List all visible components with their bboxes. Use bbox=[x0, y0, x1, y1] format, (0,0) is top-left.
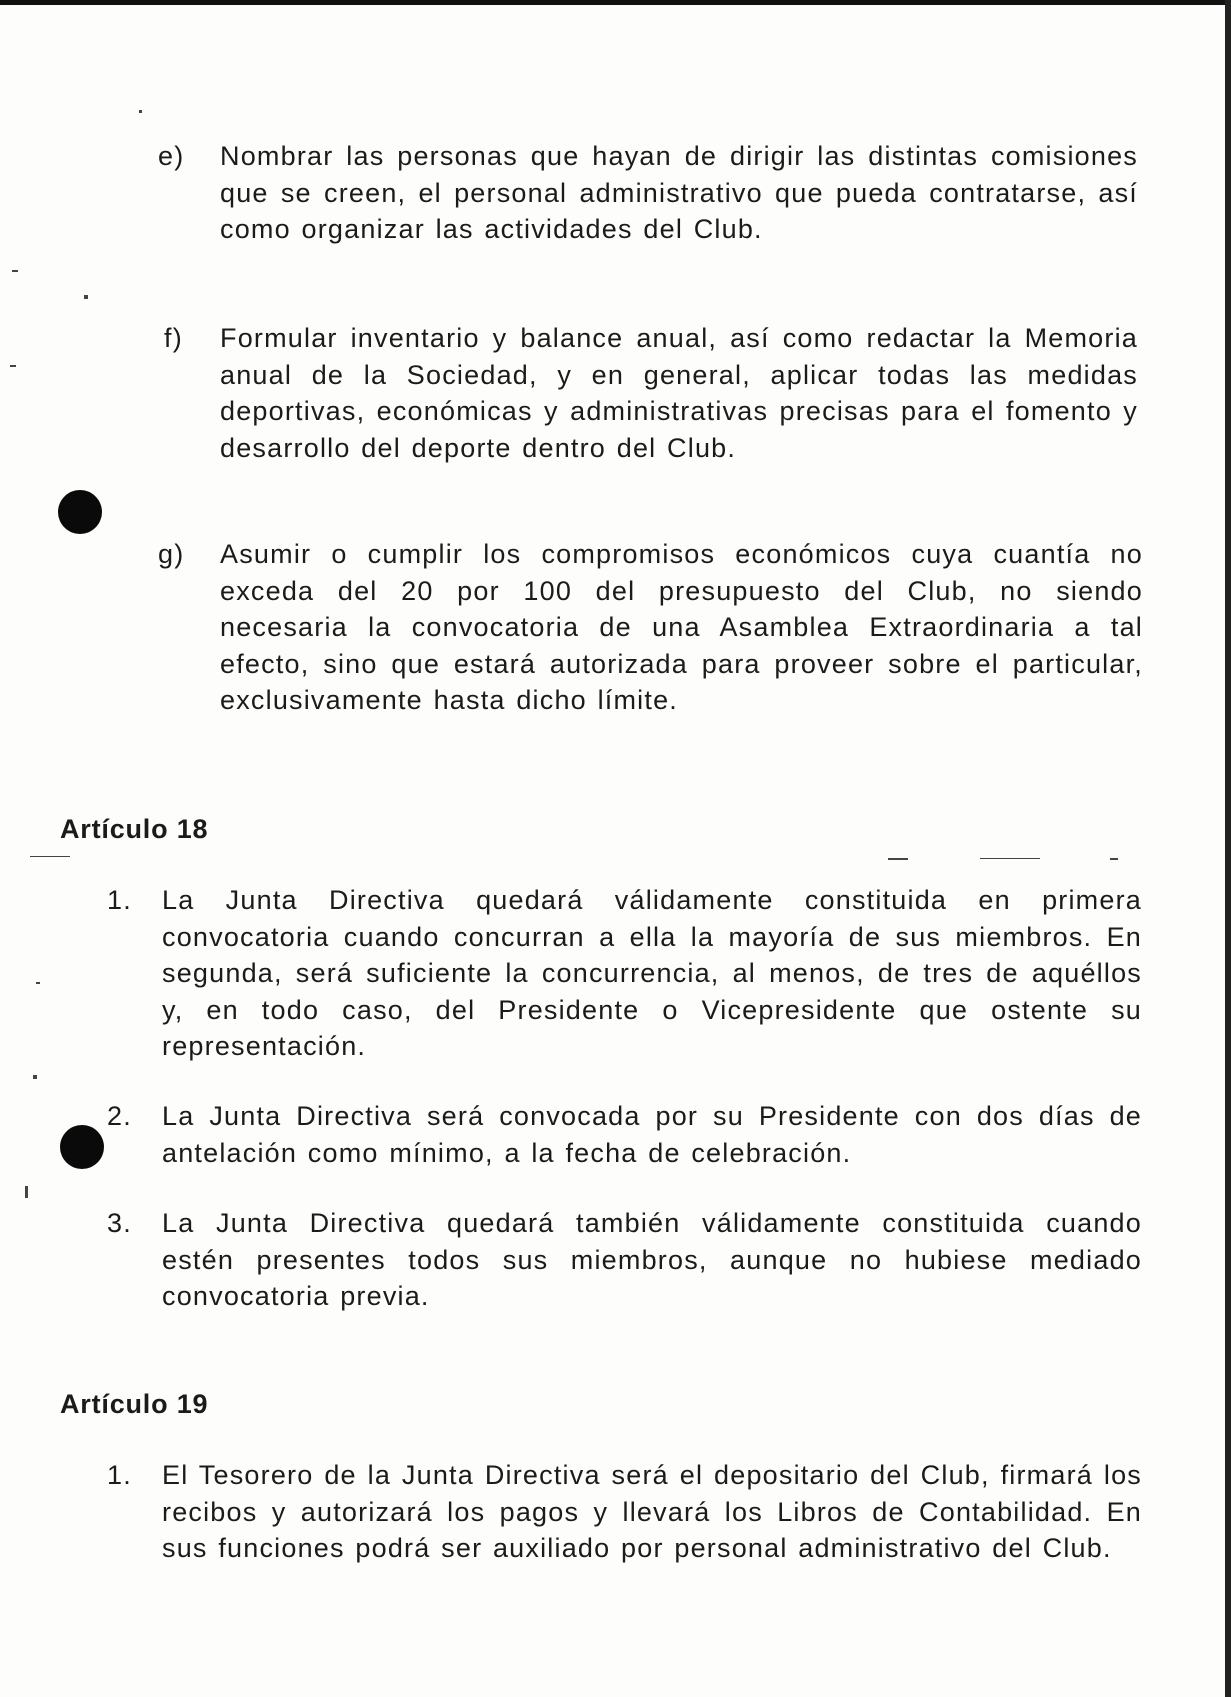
item-text: La Junta Directiva quedará también válidamente constituida cuando estén presentes todos sus miembros, aunque no hubiese mediado convocatoria previa. bbox=[162, 1208, 1142, 1311]
item-marker: 1. bbox=[107, 1460, 132, 1490]
scan-speck bbox=[36, 982, 40, 984]
scan-speck bbox=[33, 1075, 37, 1079]
article-19-item-1 bbox=[107, 1457, 1142, 1607]
scan-speck bbox=[12, 270, 18, 272]
list-item-g bbox=[158, 536, 1143, 726]
punch-hole-lower bbox=[60, 1125, 104, 1169]
article-18-heading: Artículo 18 bbox=[60, 814, 209, 844]
punch-hole-upper bbox=[58, 490, 102, 534]
item-text: El Tesorero de la Junta Directiva será el depositario del Club, firmará los recibos y autorizará los pagos y llevará los Libros de Contabilidad. En sus funciones podrá ser auxiliado por personal administrativo del Club. bbox=[162, 1460, 1142, 1563]
list-item-f bbox=[158, 320, 1138, 510]
scan-speck bbox=[888, 858, 908, 860]
scan-speck bbox=[980, 858, 1040, 859]
list-item-e bbox=[158, 138, 1138, 288]
item-text: Nombrar las personas que hayan de dirigir las distintas comisiones que se creen, el personal administrativo que pueda contratarse, así como organizar las actividades del Club. bbox=[220, 141, 1138, 244]
article-18-item-2 bbox=[107, 1098, 1142, 1178]
item-text: Formular inventario y balance anual, así como redactar la Memoria anual de la Sociedad, y en general, aplicar todas las medidas deportivas, económicas y administrativas precisas para el fomento y desarrollo del deporte dentro del Club. bbox=[220, 323, 1138, 463]
item-marker: 3. bbox=[107, 1208, 132, 1238]
article-18-item-1 bbox=[107, 882, 1142, 1072]
scan-speck bbox=[10, 365, 16, 367]
scan-speck bbox=[1110, 858, 1118, 860]
item-text: Asumir o cumplir los compromisos económicos cuya cuantía no exceda del 20 por 100 del presupuesto del Club, no siendo necesaria la convocatoria de una Asamblea Extraordinaria a tal efecto, sino que estará autorizada para proveer sobre el particular, exclusivamente hasta dicho límite. bbox=[220, 539, 1143, 715]
item-marker: g) bbox=[158, 539, 185, 569]
scan-speck bbox=[84, 295, 88, 299]
item-marker: 1. bbox=[107, 885, 132, 915]
item-marker: e) bbox=[158, 141, 185, 171]
item-marker: 2. bbox=[107, 1101, 132, 1131]
item-text: La Junta Directiva quedará válidamente constituida en primera convocatoria cuando concurran a ella la mayoría de sus miembros. En segunda, será suficiente la concurrencia, al menos, de tres de aquéllos y, en todo caso, del Presidente o Vicepresidente que ostente su representación. bbox=[162, 885, 1142, 1061]
scan-speck bbox=[30, 856, 70, 857]
item-text: La Junta Directiva será convocada por su Presidente con dos días de antelación como mínimo, a la fecha de celebración. bbox=[162, 1101, 1142, 1168]
scan-top-edge bbox=[0, 0, 1231, 5]
scan-speck bbox=[139, 110, 142, 113]
item-marker: f) bbox=[164, 323, 183, 353]
article-18-item-3 bbox=[107, 1205, 1142, 1320]
scan-right-edge bbox=[1225, 0, 1231, 1697]
article-19-heading: Artículo 19 bbox=[60, 1389, 209, 1419]
scan-speck bbox=[25, 1186, 28, 1198]
